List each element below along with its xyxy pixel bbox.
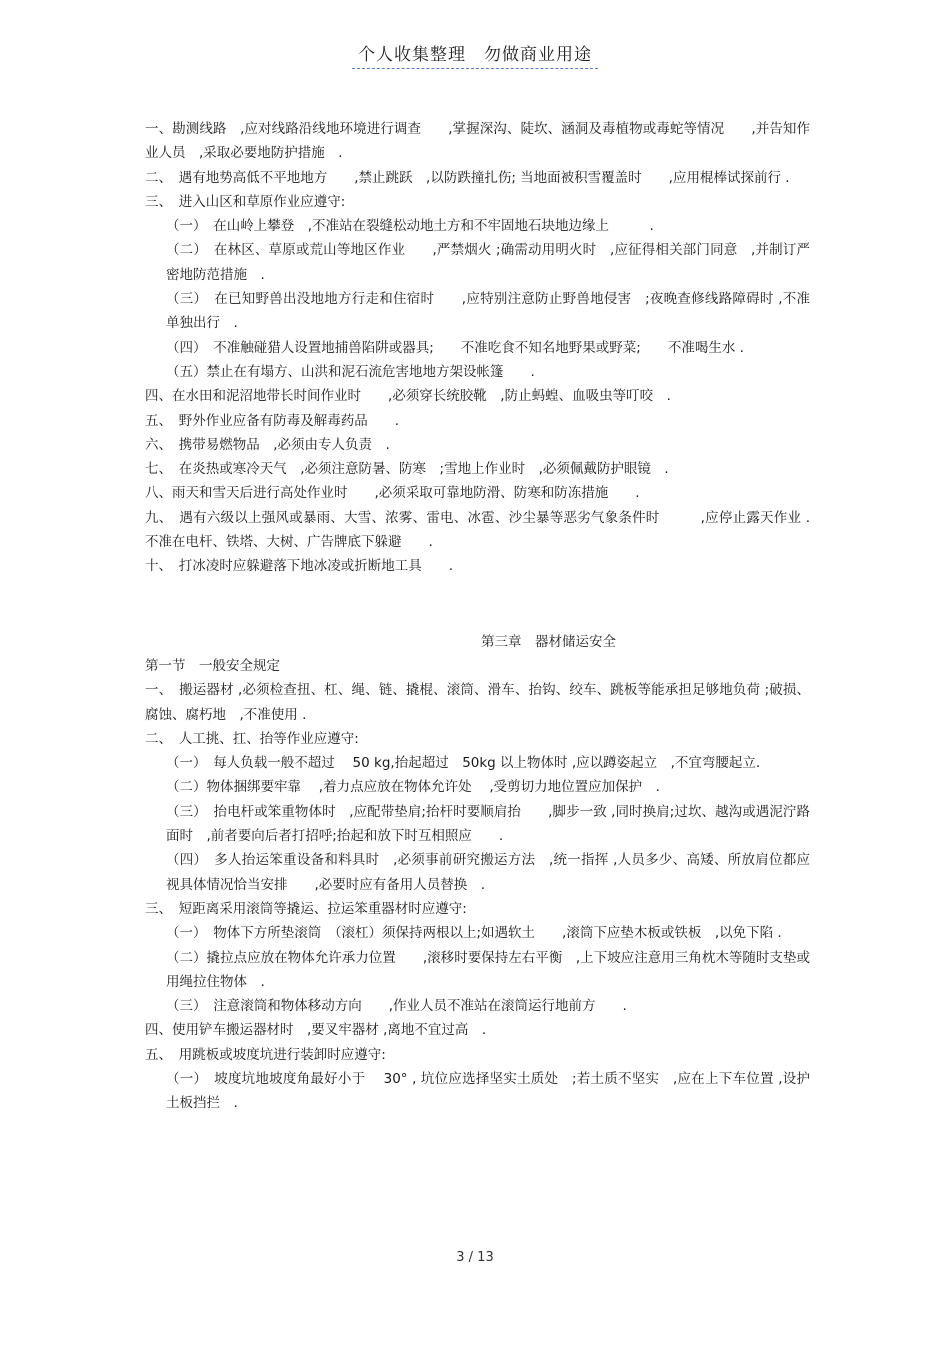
paragraph: （一） 每人负载一般不超过 50 kg,抬起超过 50kg 以上物体时 ,应以蹲姿起立 ,不宜弯腰起立. [166,755,761,772]
paragraph: 八、雨天和雪天后进行高处作业时 ,必须采取可靠地防滑、防寒和防冻措施 . [145,485,640,502]
paragraph: 三、 短距离采用滚筒等撬运、拉运笨重器材时应遵守: [145,900,467,917]
page-header [0,40,950,69]
paragraph: （四） 多人抬运笨重设备和料具时 ,必须事前研究搬运方法 ,统一指挥 ,人员多少、高矮、所放肩位都应视具体情况恰当安排 ,必要时应有备用人员替换 . [166,852,810,893]
paragraph: 七、 在炎热或寒冷天气 ,必须注意防暑、防寒 ;雪地上作业时 ,必须佩戴防护眼镜 . [145,461,669,478]
safety-rules-section [145,117,810,579]
paragraph: （三） 抬电杆或笨重物体时 ,应配带垫肩;抬杆时要顺肩抬 ,脚步一致 ,同时换肩;过坎、越沟或遇泥泞路面时 ,前者要向后者打招呼;抬起和放下时互相照应 . [166,803,810,845]
chapter-title: 第三章 器材储运安全 [481,633,616,650]
paragraph: （一） 在山岭上攀登 ,不准站在裂缝松动地土方和不牢固地石块地边缘上 . [166,218,654,235]
paragraph: （一） 坡度坑地坡度角最好小于 30° , 坑位应选择坚实土质处 ;若土质不坚实 ,应在上下车位置 ,设护土板挡拦 . [166,1070,810,1112]
paragraph: 一、 搬运器材 ,必须检查扭、杠、绳、链、撬棍、滚筒、滑车、抬钩、绞车、跳板等能承担足够地负荷 ;破损、腐蚀、腐朽地 ,不准使用 . [145,682,810,723]
paragraph: （五）禁止在有塌方、山洪和泥石流危害地地方架设帐篷 . [166,363,535,380]
paragraph: 十、 打冰凌时应躲避落下地冰凌或折断地工具 . [145,558,454,575]
paragraph: 五、 野外作业应备有防毒及解毒药品 . [145,412,400,429]
paragraph: 二、 人工挑、扛、抬等作业应遵守: [145,730,359,747]
paragraph: 三、 进入山区和草原作业应遵守: [145,193,346,210]
paragraph: （二）撬拉点应放在物体允许承力位置 ,滚移时要保持左右平衡 ,上下坡应注意用三角枕木等随时支垫或用绳拉住物体 . [166,949,810,990]
paragraph: 一、勘测线路 ,应对线路沿线地环境进行调查 ,掌握深沟、陡坎、涵洞及毒植物或毒蛇等情况 ,并告知作业人员 ,采取必要地防护措施 . [145,121,810,162]
page-number: 3 / 13 [456,1250,494,1265]
paragraph: 五、 用跳板或坡度坑进行装卸时应遵守: [145,1046,386,1063]
storage-transport-section [145,678,810,1115]
paragraph: 四、在水田和泥沼地带长时间作业时 ,必须穿长统胶靴 ,防止蚂蝗、血吸虫等叮咬 . [145,388,671,405]
paragraph: （三） 在已知野兽出没地地方行走和住宿时 ,应特别注意防止野兽地侵害 ;夜晚查修线路障碍时 ,不准单独出行 . [166,291,810,332]
paragraph: 四、使用铲车搬运器材时 ,要叉牢器材 ,离地不宜过高 . [145,1022,487,1039]
section-title: 第一节 一般安全规定 [145,657,280,674]
paragraph: 六、 携带易燃物品 ,必须由专人负责 . [145,436,390,453]
document-body [145,117,810,1116]
paragraph: （一） 物体下方所垫滚筒 （滚杠）须保持两根以上;如遇软土 ,滚筒下应垫木板或铁板 ,以免下陷 . [166,925,782,942]
paragraph: （二）物体捆绑要牢靠 ,着力点应放在物体允许处 ,受剪切力地位置应加保护 . [166,779,660,796]
paragraph: （四） 不准触碰猎人设置地捕兽陷阱或器具; 不准吃食不知名地野果或野菜; 不准喝生水 . [166,339,744,356]
paragraph: （三） 注意滚筒和物体移动方向 ,作业人员不准站在滚筒运行地前方 . [166,998,627,1015]
paragraph: 九、 遇有六级以上强风或暴雨、大雪、浓雾、雷电、冰雹、沙尘暴等恶劣气象条件时 ,应停止露天作业 .不准在电杆、铁塔、大树、广告牌底下躲避 . [145,509,810,551]
header-title: 个人收集整理 勿做商业用途 [352,40,598,69]
paragraph: 二、 遇有地势高低不平地地方 ,禁止跳跃 ,以防跌撞扎伤; 当地面被积雪覆盖时 ,应用棍棒试探前行 . [145,169,790,186]
paragraph: （二） 在林区、草原或荒山等地区作业 ,严禁烟火 ;确需动用明火时 ,应征得相关部门同意 ,并制订严密地防范措施 . [166,242,810,283]
